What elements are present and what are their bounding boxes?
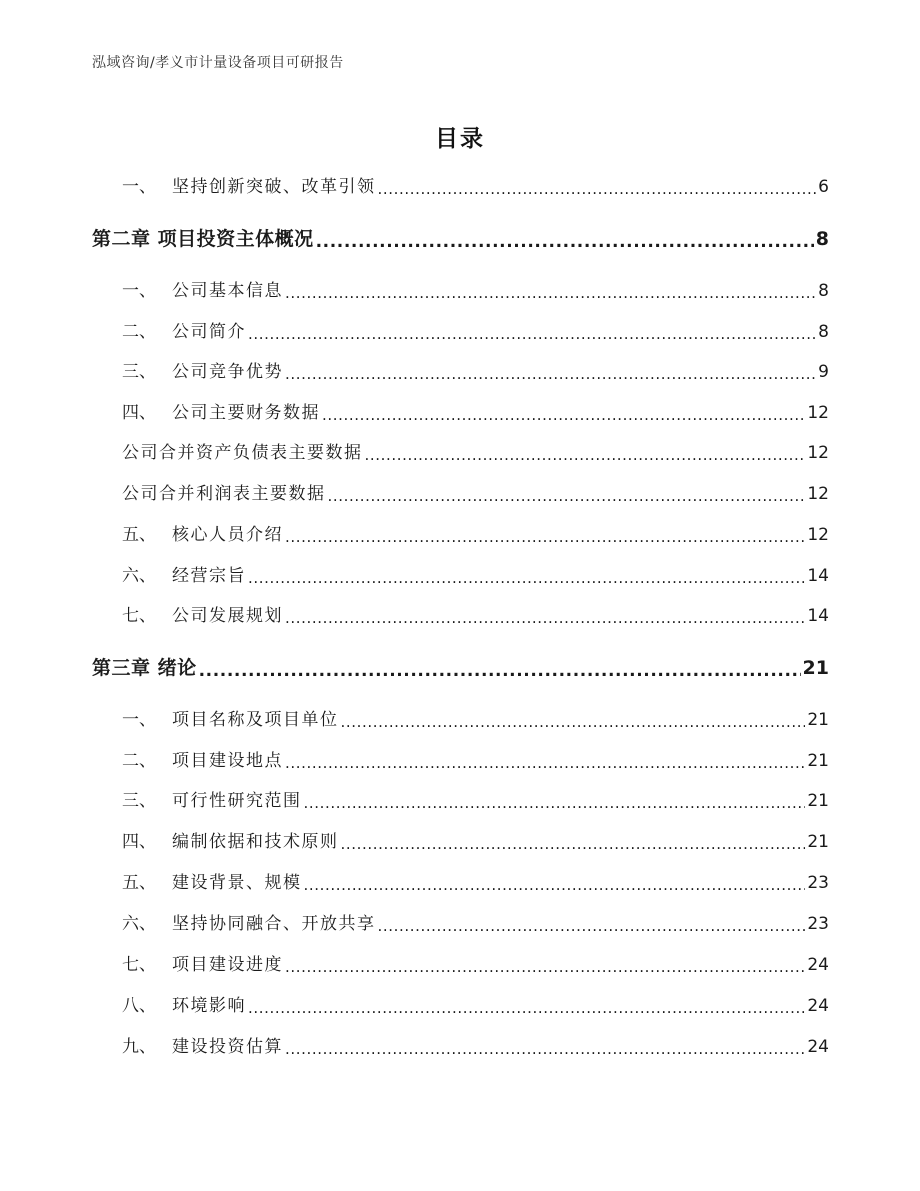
toc-entry-number: 三、: [122, 791, 156, 811]
toc-entry-title: 核心人员介绍: [172, 525, 283, 545]
toc-entry-page: 21: [807, 751, 829, 771]
toc-entry[interactable]: [122, 1036, 829, 1058]
dot-leader: [199, 658, 801, 678]
toc-entry-page: 14: [807, 606, 829, 626]
toc-entry-title: 坚持协同融合、开放共享: [172, 914, 376, 934]
dot-leader: [304, 874, 806, 894]
dot-leader: [365, 444, 806, 464]
toc-entry-number: 一、: [122, 710, 156, 730]
dot-leader: [316, 229, 814, 249]
toc-entry-title: 建设投资估算: [172, 1037, 283, 1057]
toc-entry-number: 八、: [122, 996, 156, 1016]
toc-entry-page: 9: [818, 362, 829, 382]
page-title: 目录: [435, 126, 485, 152]
toc-entry-number: 四、: [122, 832, 156, 852]
dot-leader: [328, 485, 806, 505]
toc-entry[interactable]: [122, 954, 829, 976]
dot-leader: [285, 1038, 805, 1058]
dot-leader: [248, 567, 805, 587]
toc-entry[interactable]: [122, 402, 829, 424]
dot-leader: [248, 997, 805, 1017]
toc-entry[interactable]: [122, 280, 829, 302]
toc-entry-title: 建设背景、规模: [172, 873, 302, 893]
toc-entry-title: 公司发展规划: [172, 606, 283, 626]
toc-entry-page: 24: [807, 955, 829, 975]
toc-entry-number: 二、: [122, 322, 156, 342]
toc-entry-title: 项目建设地点: [172, 751, 283, 771]
dot-leader: [378, 178, 817, 198]
toc-entry[interactable]: [122, 176, 829, 198]
dot-leader: [248, 323, 816, 343]
running-header: 泓域咨询/孝义市计量设备项目可研报告: [92, 55, 344, 71]
toc-entry-page: 23: [807, 873, 829, 893]
toc-chapter-entry[interactable]: [92, 227, 829, 251]
toc-entry[interactable]: [122, 483, 829, 505]
toc-entry-page: 14: [807, 566, 829, 586]
toc-entry[interactable]: [122, 913, 829, 935]
toc-entry[interactable]: [122, 565, 829, 587]
toc-chapter-title: 第三章 绪论: [92, 657, 197, 679]
toc-chapter-entry[interactable]: [92, 656, 829, 680]
toc-entry-title: 项目建设进度: [172, 955, 283, 975]
toc-entry-title: 项目名称及项目单位: [172, 710, 339, 730]
toc-entry-page: 24: [807, 996, 829, 1016]
toc-entry-page: 21: [802, 657, 829, 679]
toc-entry-number: 六、: [122, 566, 156, 586]
dot-leader: [341, 711, 806, 731]
toc-entry-page: 12: [807, 403, 829, 423]
toc-entry-number: 四、: [122, 403, 156, 423]
dot-leader: [285, 526, 805, 546]
toc-entry-number: 二、: [122, 751, 156, 771]
dot-leader: [285, 956, 805, 976]
toc-entry-title: 环境影响: [172, 996, 246, 1016]
toc-entry-title: 坚持创新突破、改革引领: [172, 177, 376, 197]
toc-entry-number: 三、: [122, 362, 156, 382]
dot-leader: [285, 607, 805, 627]
toc-entry-number: 七、: [122, 606, 156, 626]
toc-entry-number: 六、: [122, 914, 156, 934]
dot-leader: [341, 833, 806, 853]
toc-entry-page: 21: [807, 710, 829, 730]
toc-entry[interactable]: [122, 321, 829, 343]
toc-entry-page: 12: [807, 525, 829, 545]
toc-entry-page: 8: [818, 322, 829, 342]
toc-entry-title: 公司合并资产负债表主要数据: [122, 443, 363, 463]
toc-entry-page: 12: [807, 484, 829, 504]
toc-entry[interactable]: [122, 524, 829, 546]
toc-entry-page: 12: [807, 443, 829, 463]
toc-entry[interactable]: [122, 872, 829, 894]
toc-entry[interactable]: [122, 995, 829, 1017]
dot-leader: [378, 915, 806, 935]
toc-entry-title: 公司简介: [172, 322, 246, 342]
toc-entry-title: 公司主要财务数据: [172, 403, 320, 423]
toc-entry[interactable]: [122, 709, 829, 731]
dot-leader: [285, 282, 816, 302]
toc-entry-title: 经营宗旨: [172, 566, 246, 586]
toc-entry[interactable]: [122, 790, 829, 812]
dot-leader: [304, 792, 806, 812]
dot-leader: [322, 404, 805, 424]
toc-entry-title: 公司竞争优势: [172, 362, 283, 382]
toc-entry-title: 编制依据和技术原则: [172, 832, 339, 852]
toc-entry-number: 一、: [122, 177, 156, 197]
toc-entry-page: 6: [818, 177, 829, 197]
toc-entry-title: 可行性研究范围: [172, 791, 302, 811]
toc-entry-number: 九、: [122, 1037, 156, 1057]
toc-entry-page: 8: [815, 228, 829, 250]
toc-entry-page: 21: [807, 832, 829, 852]
toc-entry-page: 8: [818, 281, 829, 301]
toc-entry[interactable]: [122, 605, 829, 627]
toc-entry[interactable]: [122, 442, 829, 464]
toc-entry[interactable]: [122, 831, 829, 853]
toc-entry-number: 七、: [122, 955, 156, 975]
toc-entry-number: 五、: [122, 873, 156, 893]
dot-leader: [285, 363, 816, 383]
toc-entry-number: 五、: [122, 525, 156, 545]
toc-entry[interactable]: [122, 750, 829, 772]
toc-chapter-title: 第二章 项目投资主体概况: [92, 228, 314, 250]
toc-entry[interactable]: [122, 361, 829, 383]
toc-entry-number: 一、: [122, 281, 156, 301]
toc-entry-page: 21: [807, 791, 829, 811]
dot-leader: [285, 752, 805, 772]
toc-entry-title: 公司合并利润表主要数据: [122, 484, 326, 504]
toc-entry-page: 24: [807, 1037, 829, 1057]
toc-entry-page: 23: [807, 914, 829, 934]
toc-entry-title: 公司基本信息: [172, 281, 283, 301]
